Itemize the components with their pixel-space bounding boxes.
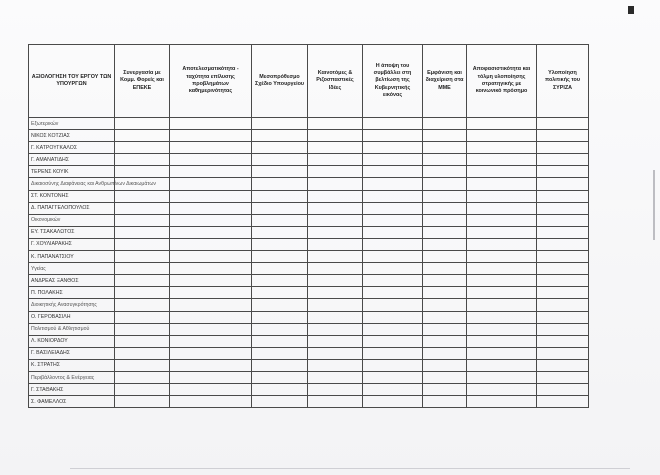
rating-cell[interactable] <box>308 323 363 335</box>
rating-cell[interactable] <box>308 311 363 323</box>
rating-cell[interactable] <box>467 154 537 166</box>
rating-cell[interactable] <box>252 226 308 238</box>
rating-cell[interactable] <box>252 178 308 190</box>
rating-cell[interactable] <box>170 118 252 130</box>
rating-cell[interactable] <box>423 251 467 263</box>
table-section-row <box>29 263 589 275</box>
rating-cell[interactable] <box>363 154 423 166</box>
minister-name: Γ. ΑΜΑΝΑΤΙΔΗΣ <box>29 154 115 166</box>
rating-cell[interactable] <box>308 299 363 311</box>
rating-cell[interactable] <box>308 142 363 154</box>
rating-cell[interactable] <box>423 287 467 299</box>
rating-cell[interactable] <box>115 190 170 202</box>
rating-cell[interactable] <box>252 238 308 250</box>
rating-cell[interactable] <box>537 166 589 178</box>
rating-cell[interactable] <box>308 359 363 371</box>
rating-cell[interactable] <box>170 323 252 335</box>
table-section-row <box>29 118 589 130</box>
rating-cell[interactable] <box>467 130 537 142</box>
rating-cell[interactable] <box>170 299 252 311</box>
table-body <box>29 118 589 408</box>
rating-cell[interactable] <box>423 323 467 335</box>
minister-name: Κ. ΠΑΠΑΝΑΤΣΙΟΥ <box>29 251 115 263</box>
rating-cell[interactable] <box>423 238 467 250</box>
table-section-row <box>29 214 589 226</box>
minister-name: ΑΝΔΡΕΑΣ ΞΑΝΘΟΣ <box>29 275 115 287</box>
table-row <box>29 251 589 263</box>
rating-cell[interactable] <box>170 251 252 263</box>
minister-name: Γ. ΒΑΣΙΛΕΙΑΔΗΣ <box>29 347 115 359</box>
rating-cell[interactable] <box>467 226 537 238</box>
rating-cell[interactable] <box>115 384 170 396</box>
ministry-label: Πολιτισμού & Αθλητισμού <box>29 323 115 335</box>
minister-name: Γ. ΧΟΥΛΙΑΡΑΚΗΣ <box>29 238 115 250</box>
header-cell: Εμφάνιση και διαχείριση στα ΜΜΕ <box>423 45 467 118</box>
rating-cell[interactable] <box>170 238 252 250</box>
rating-cell[interactable] <box>467 359 537 371</box>
rating-cell[interactable] <box>308 166 363 178</box>
rating-cell[interactable] <box>423 299 467 311</box>
rating-cell[interactable] <box>170 371 252 383</box>
rating-cell[interactable] <box>252 251 308 263</box>
rating-cell[interactable] <box>363 142 423 154</box>
rating-cell[interactable] <box>537 359 589 371</box>
rating-cell[interactable] <box>537 214 589 226</box>
rating-cell[interactable] <box>115 142 170 154</box>
header-cell: Συνεργασία με Κομμ. Φορείς και ΕΠΕΚΕ <box>115 45 170 118</box>
rating-cell[interactable] <box>467 371 537 383</box>
rating-cell[interactable] <box>308 190 363 202</box>
table-row <box>29 335 589 347</box>
rating-cell[interactable] <box>115 263 170 275</box>
rating-cell[interactable] <box>467 384 537 396</box>
rating-cell[interactable] <box>252 154 308 166</box>
rating-cell[interactable] <box>423 118 467 130</box>
rating-cell[interactable] <box>170 263 252 275</box>
ministry-label: Δικαιοσύνης Διαφάνειας και Ανθρωπίνων Δικαιωμάτων <box>29 178 115 190</box>
ministry-label: Οικονομικών <box>29 214 115 226</box>
rating-cell[interactable] <box>423 359 467 371</box>
rating-cell[interactable] <box>252 384 308 396</box>
rating-cell[interactable] <box>537 311 589 323</box>
rating-cell[interactable] <box>363 311 423 323</box>
rating-cell[interactable] <box>115 359 170 371</box>
rating-cell[interactable] <box>423 214 467 226</box>
rating-cell[interactable] <box>363 190 423 202</box>
rating-cell[interactable] <box>170 166 252 178</box>
rating-cell[interactable] <box>115 371 170 383</box>
rating-cell[interactable] <box>170 142 252 154</box>
table-row <box>29 130 589 142</box>
ministry-label: Διοικητικής Ανασυγκρότησης <box>29 299 115 311</box>
rating-cell[interactable] <box>115 154 170 166</box>
rating-cell[interactable] <box>423 190 467 202</box>
rating-cell[interactable] <box>363 359 423 371</box>
rating-cell[interactable] <box>537 287 589 299</box>
rating-cell[interactable] <box>115 251 170 263</box>
rating-cell[interactable] <box>423 263 467 275</box>
rating-cell[interactable] <box>423 178 467 190</box>
rating-cell[interactable] <box>423 130 467 142</box>
rating-cell[interactable] <box>115 323 170 335</box>
rating-cell[interactable] <box>252 347 308 359</box>
table-row <box>29 202 589 214</box>
rating-cell[interactable] <box>363 251 423 263</box>
minister-name: Δ. ΠΑΠΑΓΓΕΛΟΠΟΥΛΟΣ <box>29 202 115 214</box>
table-section-row <box>29 371 589 383</box>
table-section-row <box>29 178 589 190</box>
rating-cell[interactable] <box>252 190 308 202</box>
rating-cell[interactable] <box>537 335 589 347</box>
minister-name: ΣΤ. ΚΟΝΤΟΝΗΣ <box>29 190 115 202</box>
rating-cell[interactable] <box>363 214 423 226</box>
rating-cell[interactable] <box>467 142 537 154</box>
rating-cell[interactable] <box>170 178 252 190</box>
rating-cell[interactable] <box>115 226 170 238</box>
rating-cell[interactable] <box>467 323 537 335</box>
rating-cell[interactable] <box>363 396 423 408</box>
table-row <box>29 359 589 371</box>
rating-cell[interactable] <box>363 275 423 287</box>
table-row <box>29 287 589 299</box>
rating-cell[interactable] <box>467 251 537 263</box>
table-row <box>29 384 589 396</box>
rating-cell[interactable] <box>537 299 589 311</box>
rating-cell[interactable] <box>537 323 589 335</box>
rating-cell[interactable] <box>537 118 589 130</box>
rating-cell[interactable] <box>467 347 537 359</box>
rating-cell[interactable] <box>170 226 252 238</box>
rating-cell[interactable] <box>308 238 363 250</box>
rating-cell[interactable] <box>252 202 308 214</box>
rating-cell[interactable] <box>537 202 589 214</box>
rating-cell[interactable] <box>308 154 363 166</box>
minister-name: ΤΕΡΕΝΣ ΚΟΥΙΚ <box>29 166 115 178</box>
rating-cell[interactable] <box>252 323 308 335</box>
minister-name: Γ. ΚΑΤΡΟΥΓΚΑΛΟΣ <box>29 142 115 154</box>
rating-cell[interactable] <box>115 130 170 142</box>
rating-cell[interactable] <box>363 118 423 130</box>
rating-cell[interactable] <box>467 190 537 202</box>
rating-cell[interactable] <box>308 130 363 142</box>
rating-cell[interactable] <box>170 275 252 287</box>
table-row <box>29 347 589 359</box>
rating-cell[interactable] <box>115 287 170 299</box>
rating-cell[interactable] <box>115 347 170 359</box>
rating-cell[interactable] <box>252 335 308 347</box>
rating-cell[interactable] <box>170 396 252 408</box>
rating-cell[interactable] <box>423 371 467 383</box>
rating-cell[interactable] <box>308 202 363 214</box>
rating-cell[interactable] <box>252 142 308 154</box>
header-cell: Μεσοπρόθεσμο Σχέδιο Υπουργείου <box>252 45 308 118</box>
rating-cell[interactable] <box>252 214 308 226</box>
rating-cell[interactable] <box>467 335 537 347</box>
rating-cell[interactable] <box>170 311 252 323</box>
table-row <box>29 166 589 178</box>
rating-cell[interactable] <box>308 347 363 359</box>
rating-cell[interactable] <box>363 371 423 383</box>
header-row <box>29 45 589 118</box>
table-section-row <box>29 299 589 311</box>
rating-cell[interactable] <box>252 275 308 287</box>
scan-edge-shadow <box>653 170 655 240</box>
rating-cell[interactable] <box>537 178 589 190</box>
rating-cell[interactable] <box>467 275 537 287</box>
rating-cell[interactable] <box>308 251 363 263</box>
ministry-label: Περιβάλλοντος & Ενέργειας <box>29 371 115 383</box>
rating-cell[interactable] <box>170 359 252 371</box>
rating-cell[interactable] <box>537 130 589 142</box>
rating-cell[interactable] <box>423 384 467 396</box>
rating-cell[interactable] <box>363 130 423 142</box>
rating-cell[interactable] <box>537 263 589 275</box>
rating-cell[interactable] <box>423 226 467 238</box>
rating-cell[interactable] <box>252 371 308 383</box>
minister-name: ΝΙΚΟΣ ΚΟΤΖΙΑΣ <box>29 130 115 142</box>
rating-cell[interactable] <box>308 214 363 226</box>
rating-cell[interactable] <box>170 202 252 214</box>
rating-cell[interactable] <box>308 275 363 287</box>
table-section-row <box>29 323 589 335</box>
rating-cell[interactable] <box>467 178 537 190</box>
rating-cell[interactable] <box>537 154 589 166</box>
rating-cell[interactable] <box>363 299 423 311</box>
rating-cell[interactable] <box>170 214 252 226</box>
rating-cell[interactable] <box>363 323 423 335</box>
table-row <box>29 275 589 287</box>
rating-cell[interactable] <box>537 275 589 287</box>
rating-cell[interactable] <box>423 396 467 408</box>
minister-name: Σ. ΦΑΜΕΛΛΟΣ <box>29 396 115 408</box>
minister-name: Κ. ΣΤΡΑΤΗΣ <box>29 359 115 371</box>
scan-bottom-edge <box>70 468 630 469</box>
table-row <box>29 226 589 238</box>
rating-cell[interactable] <box>170 130 252 142</box>
rating-cell[interactable] <box>252 396 308 408</box>
rating-cell[interactable] <box>363 202 423 214</box>
rating-cell[interactable] <box>467 396 537 408</box>
header-cell: ΑΞΙΟΛΟΓΗΣΗ ΤΟΥ ΕΡΓΟΥ ΤΩΝ ΥΠΟΥΡΓΩΝ <box>29 45 115 118</box>
rating-cell[interactable] <box>252 166 308 178</box>
table-row <box>29 190 589 202</box>
table-row <box>29 311 589 323</box>
ministry-label: Εξωτερικών <box>29 118 115 130</box>
rating-cell[interactable] <box>115 202 170 214</box>
rating-cell[interactable] <box>115 335 170 347</box>
rating-cell[interactable] <box>537 396 589 408</box>
table-row <box>29 396 589 408</box>
rating-cell[interactable] <box>537 238 589 250</box>
rating-cell[interactable] <box>537 226 589 238</box>
rating-cell[interactable] <box>252 130 308 142</box>
rating-cell[interactable] <box>308 263 363 275</box>
rating-cell[interactable] <box>363 238 423 250</box>
rating-cell[interactable] <box>308 287 363 299</box>
rating-cell[interactable] <box>363 178 423 190</box>
ministry-label: Υγείας <box>29 263 115 275</box>
rating-cell[interactable] <box>252 263 308 275</box>
rating-cell[interactable] <box>252 359 308 371</box>
rating-cell[interactable] <box>363 226 423 238</box>
rating-cell[interactable] <box>467 287 537 299</box>
ministers-evaluation-table <box>28 44 589 408</box>
rating-cell[interactable] <box>308 178 363 190</box>
rating-cell[interactable] <box>537 190 589 202</box>
rating-cell[interactable] <box>363 384 423 396</box>
rating-cell[interactable] <box>308 384 363 396</box>
rating-cell[interactable] <box>170 335 252 347</box>
minister-name: Λ. ΚΟΝΙΟΡΔΟΥ <box>29 335 115 347</box>
rating-cell[interactable] <box>363 335 423 347</box>
rating-cell[interactable] <box>423 202 467 214</box>
rating-cell[interactable] <box>423 311 467 323</box>
minister-name: Π. ΠΟΛΑΚΗΣ <box>29 287 115 299</box>
scan-corner-mark <box>628 6 634 14</box>
rating-cell[interactable] <box>308 335 363 347</box>
rating-cell[interactable] <box>537 371 589 383</box>
rating-cell[interactable] <box>423 275 467 287</box>
rating-cell[interactable] <box>537 384 589 396</box>
rating-cell[interactable] <box>423 347 467 359</box>
rating-cell[interactable] <box>115 275 170 287</box>
header-cell: Αποτελεσματικότητα - ταχύτητα επίλυσης προβλημάτων καθημερινότητας <box>170 45 252 118</box>
rating-cell[interactable] <box>252 311 308 323</box>
rating-cell[interactable] <box>537 347 589 359</box>
rating-cell[interactable] <box>170 154 252 166</box>
rating-cell[interactable] <box>467 118 537 130</box>
rating-cell[interactable] <box>467 238 537 250</box>
rating-cell[interactable] <box>170 347 252 359</box>
rating-cell[interactable] <box>467 202 537 214</box>
rating-cell[interactable] <box>363 347 423 359</box>
rating-cell[interactable] <box>308 396 363 408</box>
header-cell: Αποφασιστικότητα και τόλμη υλοποίησης στρατηγικής με κοινωνικό πρόσημο <box>467 45 537 118</box>
rating-cell[interactable] <box>170 190 252 202</box>
header-cell: Υλοποίηση πολιτικής του ΣΥΡΙΖΑ <box>537 45 589 118</box>
rating-cell[interactable] <box>423 154 467 166</box>
minister-name: Γ. ΣΤΑΘΑΚΗΣ <box>29 384 115 396</box>
table-row <box>29 154 589 166</box>
minister-name: ΕΥ. ΤΣΑΚΑΛΩΤΟΣ <box>29 226 115 238</box>
rating-cell[interactable] <box>170 287 252 299</box>
rating-cell[interactable] <box>115 299 170 311</box>
rating-cell[interactable] <box>467 214 537 226</box>
table-row <box>29 142 589 154</box>
rating-cell[interactable] <box>115 214 170 226</box>
rating-cell[interactable] <box>252 118 308 130</box>
rating-cell[interactable] <box>308 118 363 130</box>
rating-cell[interactable] <box>252 299 308 311</box>
rating-cell[interactable] <box>537 142 589 154</box>
rating-cell[interactable] <box>252 287 308 299</box>
rating-cell[interactable] <box>537 251 589 263</box>
rating-cell[interactable] <box>423 166 467 178</box>
table-row <box>29 238 589 250</box>
rating-cell[interactable] <box>115 311 170 323</box>
rating-cell[interactable] <box>363 287 423 299</box>
rating-cell[interactable] <box>467 311 537 323</box>
header-cell: Καινοτόμες & Ριζοσπαστικές Ιδέες <box>308 45 363 118</box>
rating-cell[interactable] <box>308 371 363 383</box>
rating-cell[interactable] <box>308 226 363 238</box>
header-cell: Η άποψη του συμβάλλει στη βελτίωση της Κυβερνητικής εικόνας <box>363 45 423 118</box>
rating-cell[interactable] <box>115 166 170 178</box>
rating-cell[interactable] <box>467 263 537 275</box>
minister-name: Ο. ΓΕΡΟΒΑΣΙΛΗ <box>29 311 115 323</box>
rating-cell[interactable] <box>467 166 537 178</box>
rating-cell[interactable] <box>115 396 170 408</box>
rating-cell[interactable] <box>423 142 467 154</box>
rating-cell[interactable] <box>115 118 170 130</box>
rating-cell[interactable] <box>115 238 170 250</box>
rating-cell[interactable] <box>363 263 423 275</box>
rating-cell[interactable] <box>467 299 537 311</box>
rating-cell[interactable] <box>363 166 423 178</box>
rating-cell[interactable] <box>170 384 252 396</box>
rating-cell[interactable] <box>423 335 467 347</box>
